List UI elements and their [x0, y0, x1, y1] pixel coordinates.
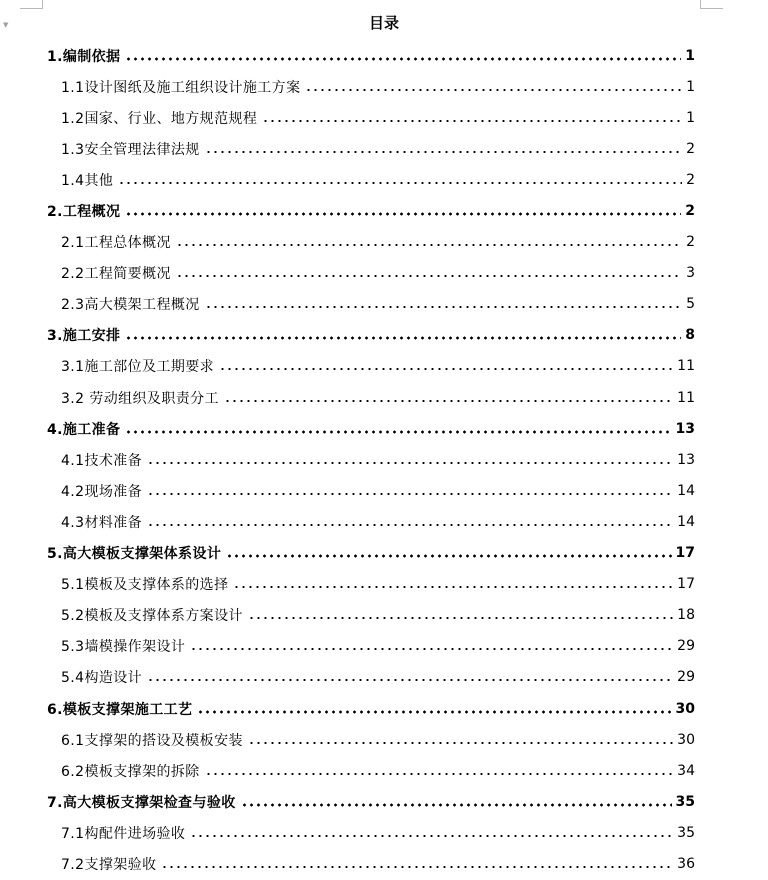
toc-page-number: 2 — [686, 140, 695, 157]
toc-entry-title[interactable]: 2.工程概况 — [47, 204, 121, 221]
toc-entry-title[interactable]: 1.3安全管理法律法规 — [61, 141, 200, 158]
toc-dot-leader — [305, 86, 682, 94]
toc-section-entry[interactable] — [0, 755, 768, 786]
toc-dot-leader — [118, 179, 682, 187]
toc-dot-leader — [197, 708, 671, 716]
toc-dot-leader — [248, 614, 673, 622]
toc-dot-leader — [233, 583, 673, 591]
toc-entry-title[interactable]: 3.施工安排 — [47, 328, 121, 345]
toc-chapter-entry[interactable] — [0, 413, 768, 444]
toc-entry-title[interactable]: 2.3高大模架工程概况 — [61, 297, 200, 314]
toc-chapter-entry[interactable] — [0, 786, 768, 817]
toc-dot-leader — [161, 863, 673, 871]
toc-section-entry[interactable] — [0, 289, 768, 320]
page-corner-mark-right — [700, 0, 723, 9]
toc-section-entry[interactable] — [0, 662, 768, 693]
toc-section-entry[interactable] — [0, 569, 768, 600]
toc-entry-title[interactable]: 5.高大模板支撑架体系设计 — [47, 546, 222, 563]
toc-dot-leader — [125, 210, 681, 218]
toc-title: 目录 — [368, 14, 399, 32]
toc-dot-leader — [125, 334, 681, 342]
toc-entry-title[interactable]: 2.1工程总体概况 — [61, 235, 171, 252]
toc-dot-leader — [147, 676, 673, 684]
toc-entry-title[interactable]: 1.编制依据 — [47, 48, 121, 65]
toc-page-number: 35 — [675, 793, 695, 810]
toc-page-number: 13 — [677, 451, 695, 468]
toc-page-number: 1 — [685, 47, 695, 64]
toc-page-number: 36 — [677, 855, 695, 872]
toc-section-entry[interactable] — [0, 71, 768, 102]
toc-entry-title[interactable]: 5.3墙模操作架设计 — [61, 639, 186, 656]
toc-entry-title[interactable]: 1.1设计图纸及施工组织设计施工方案 — [61, 79, 301, 96]
toc-page-number: 2 — [686, 234, 695, 251]
toc-dot-leader — [190, 645, 673, 653]
toc-chapter-entry[interactable] — [0, 693, 768, 724]
toc-dot-leader — [248, 739, 673, 747]
toc-entry-title[interactable]: 5.1模板及支撑体系的选择 — [61, 577, 229, 594]
toc-page-number: 14 — [677, 482, 695, 499]
toc-page-number: 29 — [677, 638, 695, 655]
toc-section-entry[interactable] — [0, 133, 768, 164]
toc-page-number: 2 — [685, 203, 695, 220]
toc-page-number: 30 — [675, 700, 695, 717]
toc-section-entry[interactable] — [0, 382, 768, 413]
page-corner-mark-left — [20, 0, 43, 9]
toc-dot-leader — [190, 832, 673, 840]
toc-section-entry[interactable] — [0, 506, 768, 537]
toc-page-number: 35 — [677, 824, 695, 841]
toc-list — [0, 40, 768, 880]
toc-entry-title[interactable]: 6.1支撑架的搭设及模板安装 — [61, 732, 243, 749]
toc-entry-title[interactable]: 2.2工程简要概况 — [61, 266, 171, 283]
toc-page-number: 5 — [686, 296, 695, 313]
collapse-caret-icon[interactable]: ▼ — [3, 21, 9, 29]
toc-dot-leader — [226, 552, 671, 560]
toc-section-entry[interactable] — [0, 724, 768, 755]
toc-page-number: 11 — [677, 358, 695, 375]
toc-dot-leader — [125, 428, 671, 436]
toc-entry-title[interactable]: 4.1技术准备 — [61, 452, 143, 469]
toc-section-entry[interactable] — [0, 444, 768, 475]
toc-page-number: 1 — [686, 78, 695, 95]
toc-dot-leader — [219, 365, 673, 373]
toc-section-entry[interactable] — [0, 631, 768, 662]
toc-section-entry[interactable] — [0, 102, 768, 133]
toc-page-number: 3 — [686, 265, 695, 282]
toc-page-number: 17 — [677, 576, 695, 593]
toc-page-number: 2 — [686, 171, 695, 188]
toc-entry-title[interactable]: 5.2模板及支撑体系方案设计 — [61, 608, 243, 625]
toc-chapter-entry[interactable] — [0, 195, 768, 226]
toc-entry-title[interactable]: 3.1施工部位及工期要求 — [61, 359, 215, 376]
toc-page-number: 30 — [677, 731, 695, 748]
toc-dot-leader — [147, 490, 673, 498]
toc-entry-title[interactable]: 1.4其他 — [61, 172, 114, 189]
toc-dot-leader — [176, 241, 682, 249]
toc-entry-title[interactable]: 7.1构配件进场验收 — [61, 825, 186, 842]
toc-page-number: 8 — [685, 327, 695, 344]
toc-entry-title[interactable]: 7.高大模板支撑架检查与验收 — [47, 794, 236, 811]
toc-page-number: 18 — [677, 607, 695, 624]
toc-dot-leader — [147, 459, 673, 467]
toc-section-entry[interactable] — [0, 848, 768, 879]
toc-dot-leader — [205, 770, 674, 778]
toc-page-number: 11 — [677, 389, 695, 406]
toc-page-number: 34 — [677, 762, 695, 779]
toc-dot-leader — [205, 148, 682, 156]
toc-section-entry[interactable] — [0, 258, 768, 289]
toc-entry-title[interactable]: 4.2现场准备 — [61, 483, 143, 500]
toc-entry-title[interactable]: 6.模板支撑架施工工艺 — [47, 701, 193, 718]
toc-entry-title[interactable]: 1.2国家、行业、地方规范规程 — [61, 110, 258, 127]
toc-dot-leader — [224, 397, 673, 405]
toc-section-entry[interactable] — [0, 600, 768, 631]
toc-chapter-entry[interactable] — [0, 538, 768, 569]
toc-entry-title[interactable]: 3.2 劳动组织及职责分工 — [61, 390, 219, 407]
toc-dot-leader — [176, 272, 682, 280]
toc-page-number: 1 — [686, 109, 695, 126]
toc-section-entry[interactable] — [0, 475, 768, 506]
toc-dot-leader — [205, 303, 682, 311]
toc-entry-title[interactable]: 7.2支撑架验收 — [61, 856, 157, 873]
toc-entry-title[interactable]: 4.3材料准备 — [61, 514, 143, 531]
toc-entry-title[interactable]: 4.施工准备 — [47, 421, 121, 438]
toc-dot-leader — [147, 521, 673, 529]
toc-dot-leader — [125, 55, 681, 63]
toc-section-entry[interactable] — [0, 351, 768, 382]
toc-chapter-entry[interactable] — [0, 40, 768, 71]
toc-dot-leader — [262, 117, 682, 125]
toc-dot-leader — [241, 801, 672, 809]
toc-page-number: 13 — [675, 420, 695, 437]
toc-section-entry[interactable] — [0, 227, 768, 258]
toc-page-number: 29 — [677, 669, 695, 686]
toc-page-number: 17 — [675, 545, 695, 562]
toc-chapter-entry[interactable] — [0, 320, 768, 351]
toc-page-number: 14 — [677, 513, 695, 530]
toc-entry-title[interactable]: 6.2模板支撑架的拆除 — [61, 763, 200, 780]
toc-entry-title[interactable]: 5.4构造设计 — [61, 670, 143, 687]
toc-section-entry[interactable] — [0, 164, 768, 195]
toc-section-entry[interactable] — [0, 817, 768, 848]
